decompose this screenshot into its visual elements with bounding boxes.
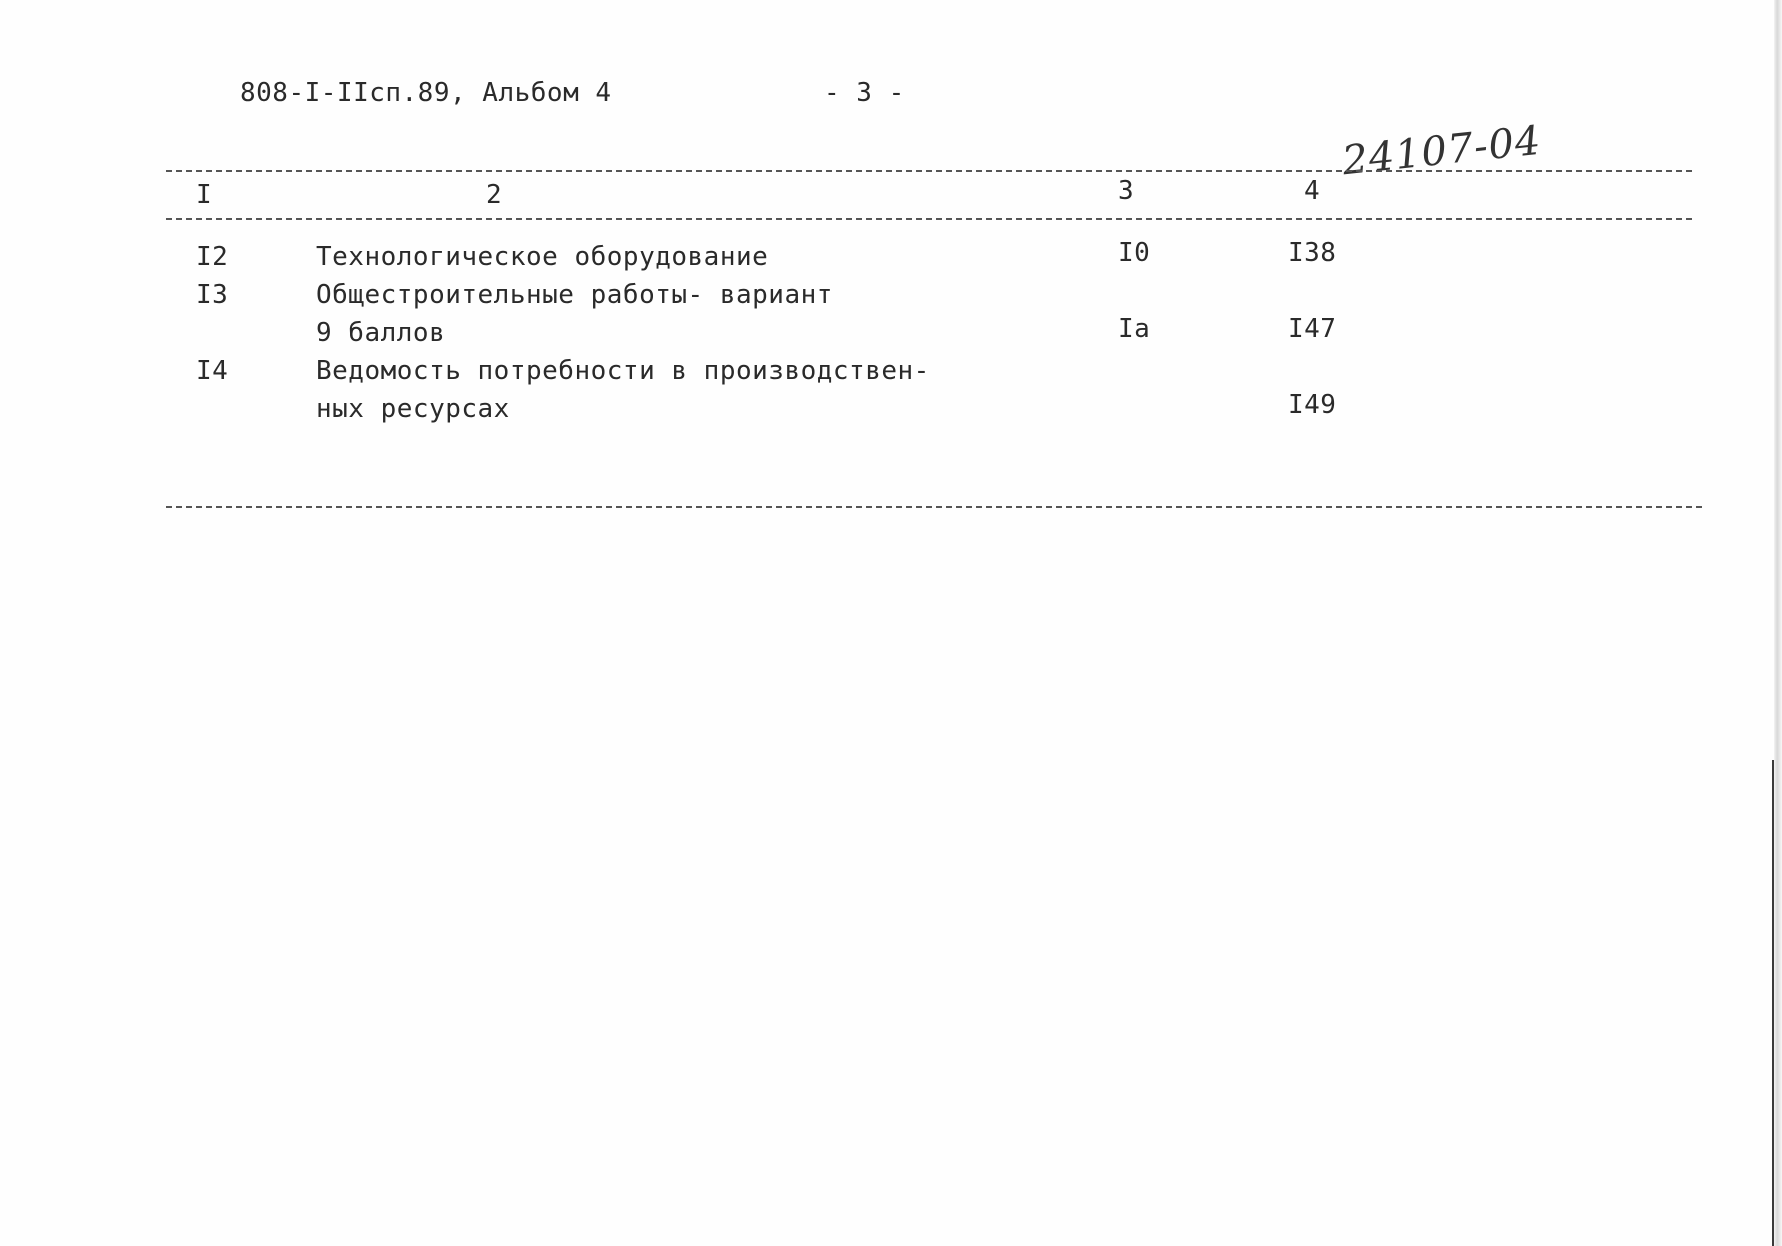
- column-header-4: 4: [1304, 176, 1321, 206]
- document-code: 808-I-IIсп.89, Альбом 4: [240, 78, 612, 108]
- table-top-rule: [166, 170, 1692, 172]
- row-col3: I0: [1118, 238, 1151, 268]
- row-title-continuation: ных ресурсах: [316, 394, 510, 424]
- row-title: Технологическое оборудование: [316, 242, 769, 272]
- page-edge-line: [1772, 760, 1774, 1246]
- handwritten-inventory-number: 24107-04: [1340, 117, 1544, 185]
- page-edge: [1774, 0, 1782, 1246]
- page-number: - 3 -: [824, 78, 905, 108]
- table-bottom-rule: [166, 506, 1702, 508]
- row-page: I38: [1288, 238, 1337, 268]
- row-title: Ведомость потребности в производствен-: [316, 356, 930, 386]
- row-number: I3: [196, 280, 229, 310]
- row-title: Общестроительные работы- вариант: [316, 280, 833, 310]
- row-number: I2: [196, 242, 229, 272]
- column-header-1: I: [196, 180, 213, 210]
- header-bottom-rule: [166, 218, 1692, 220]
- row-title-continuation: 9 баллов: [316, 318, 446, 348]
- row-number: I4: [196, 356, 229, 386]
- row-col3: Iа: [1118, 314, 1151, 344]
- column-header-3: 3: [1118, 176, 1135, 206]
- row-page: I49: [1288, 390, 1337, 420]
- row-page: I47: [1288, 314, 1337, 344]
- column-header-2: 2: [486, 180, 503, 210]
